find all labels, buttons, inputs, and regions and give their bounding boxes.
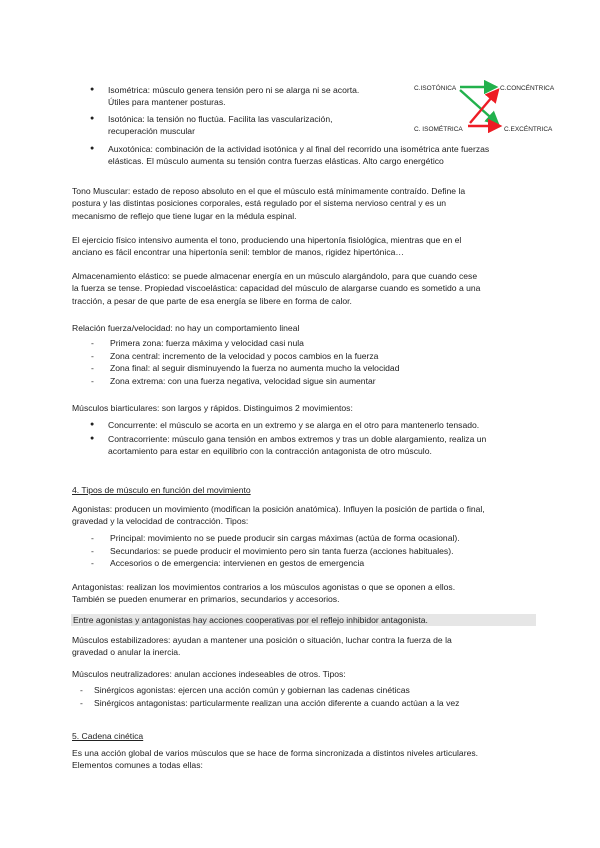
bullet-icon: ● <box>90 145 95 152</box>
dash-icon: - <box>91 363 94 373</box>
label-isometrica: C. ISOMÉTRICA <box>414 126 463 133</box>
biarticulares-heading: Músculos biarticulares: son largos y rápidos. Distinguimos 2 movimientos: <box>72 403 353 413</box>
text-line: acortamiento para estar en equilibrio con la contracción antagonista de otro músculo. <box>108 446 432 457</box>
list-item-text: Sinérgicos antagonistas: particularmente realizan una acción diferente a cuando actúan a la vez <box>94 698 460 708</box>
section-5-title: 5. Cadena cinética <box>72 731 144 741</box>
list-item-text: Zona extrema: con una fuerza negativa, velocidad sigue sin aumentar <box>110 376 376 386</box>
almacenamiento-paragraph <box>72 270 537 307</box>
list-item-text: Principal: movimiento no se puede producir sin cargas máximas (actúa de forma ocasional). <box>110 533 460 543</box>
text-line: Antagonistas: realizan los movimientos contrarios a los músculos agonistas o que se oponen a ellos. <box>72 582 456 592</box>
text-line: postura y las distintas posiciones corporales, está regulado por el sistema nervioso central y es un <box>72 198 447 209</box>
list-item-text: Zona central: incremento de la velocidad y pocos cambios en la fuerza <box>110 351 379 361</box>
text-line: Elementos comunes a todas ellas: <box>72 760 203 771</box>
arrow-isometrica-concentrica <box>470 90 498 123</box>
text-line: Agonistas: producen un movimiento (modifican la posición anatómica). Influyen la posición de partida o final, <box>72 504 485 514</box>
dash-icon: - <box>91 546 94 556</box>
text-line: tracción, a pesar de que parte de esa energía se libere en forma de calor. <box>72 295 352 306</box>
agonistas-paragraph <box>72 503 537 528</box>
text-line: Útiles para mantener posturas. <box>108 97 226 108</box>
text-line: mecanismo de reflejo que tiene lugar en la médula espinal. <box>72 210 297 221</box>
text-line: gravedad o anular la inercia. <box>72 647 181 658</box>
cadena-paragraph <box>72 747 537 772</box>
label-concentrica: C.CONCÉNTRICA <box>500 85 555 92</box>
dash-icon: - <box>91 533 94 543</box>
text-line: anciano es fácil encontrar una hipertonía senil: temblor de manos, rigidez hipertónica… <box>72 247 405 258</box>
list-item-text: Accesorios o de emergencia: intervienen en gestos de emergencia <box>110 558 365 568</box>
text-line: Isotónica: la tensión no fluctúa. Facilita las vascularización, <box>108 114 333 124</box>
list-item-text: Sinérgicos agonistas: ejercen una acción común y gobiernan las cadenas cinéticas <box>94 685 410 695</box>
text-line: elásticas. El músculo aumenta su tensión contra fuerzas elásticas. Alto cargo energético <box>108 156 444 167</box>
tono-paragraph-2 <box>72 234 537 259</box>
neutralizadores-heading: Músculos neutralizadores: anulan acciones indeseables de otros. Tipos: <box>72 669 346 679</box>
bullet-icon: ● <box>90 86 95 93</box>
dash-icon: - <box>91 338 94 348</box>
bullet-icon: ● <box>90 115 95 122</box>
tono-paragraph <box>72 185 537 222</box>
text-line: También se pueden enumerar en primarios, secundarios y accesorios. <box>72 594 340 605</box>
text-line: recuperación muscular <box>108 126 195 137</box>
bullet-icon: ● <box>90 421 95 428</box>
dash-icon: - <box>91 351 94 361</box>
text-line: Contracorriente: músculo gana tensión en ambos extremos y tras un doble alargamiento, realiza un <box>108 434 487 444</box>
relacion-heading: Relación fuerza/velocidad: no hay un comportamiento lineal <box>72 323 300 333</box>
text-line: Es una acción global de varios músculos que se hace de forma sincronizada a distintos niveles articulares. <box>72 748 479 758</box>
dash-icon: - <box>91 558 94 568</box>
label-isotonica: C.ISOTÓNICA <box>414 85 457 92</box>
text-line: Almacenamiento elástico: se puede almacenar energía en un músculo alargándolo, para que cuando cese <box>72 271 478 281</box>
list-item-text: Zona final: al seguir disminuyendo la fuerza no aumenta mucho la velocidad <box>110 363 400 373</box>
dash-icon: - <box>80 698 83 708</box>
text-line: Músculos estabilizadores: ayudan a mantener una posición o situación, luchar contra la fuerza de la <box>72 635 452 645</box>
highlighted-note: Entre agonistas y antagonistas hay acciones cooperativas por el reflejo inhibidor antagonista. <box>71 614 536 626</box>
contraction-diagram <box>412 78 562 138</box>
antagonistas-paragraph <box>72 581 537 606</box>
text-line: Tono Muscular: estado de reposo absoluto en el que el músculo está mínimamente contraído. Define la <box>72 186 466 196</box>
list-item-text: Primera zona: fuerza máxima y velocidad casi nula <box>110 338 304 348</box>
dash-icon: - <box>91 376 94 386</box>
estabilizadores-paragraph <box>72 634 537 659</box>
text-line: Isométrica: músculo genera tensión pero ni se alarga ni se acorta. <box>108 85 360 95</box>
section-4-title: 4. Tipos de músculo en función del movimiento <box>72 485 251 495</box>
text-line: gravedad y la velocidad de contracción. Tipos: <box>72 516 249 527</box>
text-line: Auxotónica: combinación de la actividad isotónica y al final del recorrido una isométrica ante fuerzas <box>108 144 490 154</box>
bullet-icon: ● <box>90 435 95 442</box>
text-line: El ejercicio físico intensivo aumenta el tono, produciendo una hipertonía fisiológica, mientras que en el <box>72 235 462 245</box>
list-item-text: Secundarios: se puede producir el movimiento pero sin tanta fuerza (acciones habituales). <box>110 546 454 556</box>
text-line: Concurrente: el músculo se acorta en un extremo y se alarga en el otro para mantenerlo tensado. <box>108 420 480 430</box>
dash-icon: - <box>80 685 83 695</box>
label-excentrica: C.EXCÉNTRICA <box>504 126 553 133</box>
text-line: la fuerza se tense. Propiedad viscoelástica: capacidad del músculo de alargarse cuando es sometido a una <box>72 283 481 294</box>
